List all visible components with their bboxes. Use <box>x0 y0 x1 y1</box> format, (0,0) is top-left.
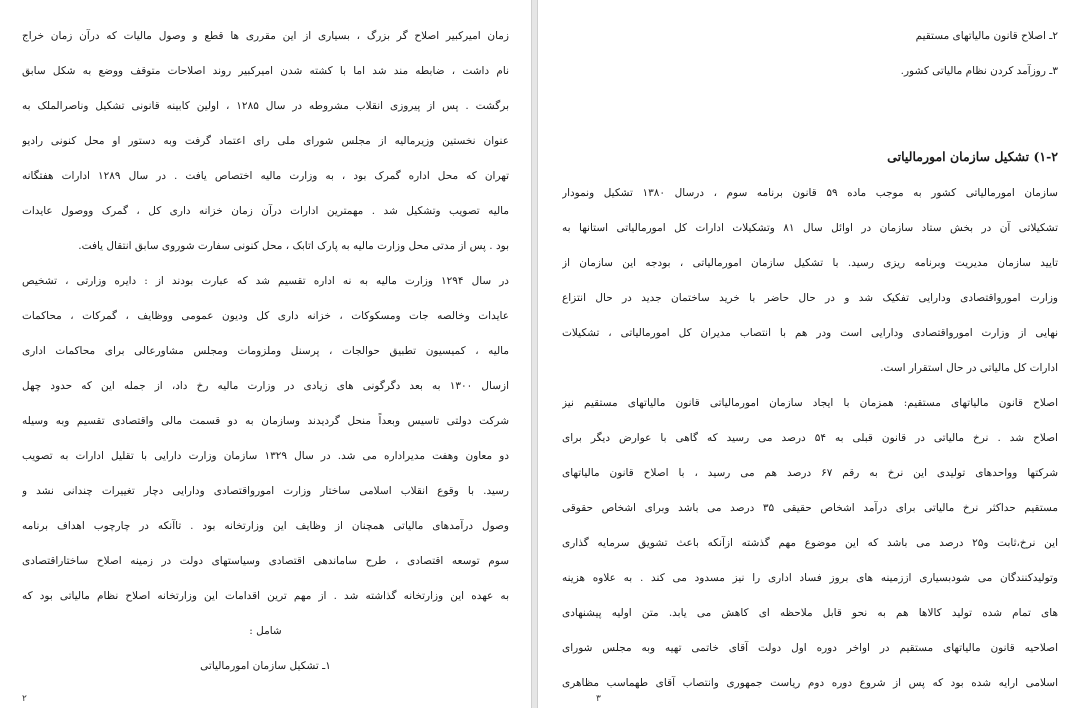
text-line: مستقیم حداکثر نرخ مالیاتی برای درآمد اشخاص حقیقی ۳۵ درصد می باشد وبرای اشخاص حقوقی <box>562 502 1058 514</box>
text-line: نهایی از وزارت امورواقتصادی ودارایی است ودر هم با انتصاب مدیران کل امورمالیاتی ، تشکیلات <box>562 327 1058 339</box>
text-line: به عهده این وزارتخانه گذاشته شد . از مهم ترین اقدامات این وزارتخانه اصلاح نظام مالیاتی بود که <box>22 590 509 602</box>
text-line: مالیه تصویب وتشکیل شد . مهمترین ادارات درآن زمان خزانه داری کل ، گمرک ووصول عایدات <box>22 205 509 217</box>
text-line: شامل : <box>249 625 282 637</box>
text-line: شرکت دولتی تاسیس وبعداً منحل گردیدند وسازمان به دو قسمت مالی واقتصادی تقسیم وبه وسیله <box>22 415 509 427</box>
text-line: در سال ۱۲۹۴ وزارت مالیه به نه اداره تقسیم شد که عبارت بودند از : دایره وزارتی ، تشخیص <box>22 275 509 287</box>
text-line: های تمام شده تولید کالاها هم به نحو قابل ملاحظه ای کاهش می یابد. متن اولیه پیشنهادی <box>562 607 1058 619</box>
text-line: نام داشت ، ضابطه مند شد اما با کشته شدن امیرکبیر روند اصلاحات متوقف ووضع به شکل سابق <box>22 65 509 77</box>
page-number: ۲ <box>22 694 27 704</box>
text-line: شرکتها وواحدهای تولیدی این نرخ به رقم ۶۷ درصد هم می رسید ، با اصلاح قانون مالیاتهای <box>562 467 1058 479</box>
page-right-body <box>562 19 1058 701</box>
text-line: اسلامی ارایه شده بود که پس از شروع دوره دوم ریاست جمهوری وانتصاب آقای طهماسب مظاهری <box>562 677 1058 689</box>
page-left-body <box>22 19 509 684</box>
text-line: این نرخ،ثابت و۲۵ درصد می باشد که این موضوع مهم گذشته ازآنکه باعث تشویق سرمایه گذاری <box>562 537 1058 549</box>
text-line: بود . پس از مدتی محل وزارت مالیه به پارک اتابک ، محل کنونی سفارت شوروی سابق انتقال یافت. <box>78 240 509 252</box>
text-line: اصلاح شد . نرخ مالیاتی در قانون قبلی به ۵۴ درصد می رسید که گاهی با عوارض دیگر برای <box>562 432 1058 444</box>
text-line: ادارات کل مالیاتی در حال استقرار است. <box>880 362 1058 374</box>
page-right <box>537 0 1082 708</box>
text-line: تشکیلاتی آن در بخش ستاد سازمان در اوائل سال ۸۱ وتشکیلات ادارات کل امورمالیاتی استانها به <box>562 222 1058 234</box>
page-number: ۳ <box>596 694 601 704</box>
section-heading: ۱-۲) تشکیل سازمان امورمالیاتی <box>887 149 1058 164</box>
text-line: تهران که محل اداره گمرک بود ، به وزارت مالیه اختصاص یافت . در سال ۱۲۸۹ ادارات هفتگانه <box>22 170 509 182</box>
text-line: تایید سازمان مدیریت وبرنامه ریزی رسید. با تشکیل سازمان امورمالیاتی ، بودجه این سازمان از <box>562 257 1058 269</box>
list-item: ۲ـ اصلاح قانون مالیاتهای مستقیم <box>915 30 1058 42</box>
text-line: اصلاحیه قانون مالیاتهای مستقیم در اواخر دوره اول دولت آقای خاتمی تهیه وبه مجلس شورای <box>562 642 1058 654</box>
text-line: برگشت . پس از پیروزی انقلاب مشروطه در سال ۱۲۸۵ ، اولین کابینه قانونی تشکیل وناصرالملک به <box>22 100 509 112</box>
text-line: ازسال ۱۳۰۰ به بعد دگرگونی های زیادی در وزارت مالیه رخ داد، از جمله این که حدود چهل <box>22 380 509 392</box>
text-line: وزارت امورواقتصادی ودارایی تفکیک شد و در حال حاضر با خرید ساختمان جدید در حال انتزاع <box>562 292 1058 304</box>
text-line: عنوان نخستین وزیرمالیه از مجلس شورای ملی رای اعتماد گرفت وبه دستور او محل کنونی رادیو <box>22 135 509 147</box>
text-line: وصول درآمدهای مالیاتی همچنان از وظایف این وزارتخانه بود . تاآنکه در چارچوب اهداف برنامه <box>22 520 509 532</box>
text-line: سوم توسعه اقتصادی ، طرح ساماندهی اقتصادی وسیاستهای دولت در زمینه اصلاح ساختاراقتصادی <box>22 555 509 567</box>
text-line: سازمان امورمالیاتی کشور به موجب ماده ۵۹ قانون برنامه سوم ، درسال ۱۳۸۰ تشکیل ونمودار <box>562 187 1058 199</box>
page-left <box>0 0 532 708</box>
text-line: وتولیدکنندگان می شودبسیاری اززمینه های بروز فساد اداری را نیز مسدود می کند . به علاوه هزینه <box>562 572 1058 584</box>
list-item: ۳ـ روزآمد کردن نظام مالیاتی کشور. <box>900 65 1058 77</box>
text-line: دو معاون وهفت مدیراداره می شد. در سال ۱۳۲۹ سازمان وزارت دارایی با تقلیل ادارات به تصویب <box>22 450 509 462</box>
text-line: اصلاح قانون مالیاتهای مستقیم: همزمان با ایجاد سازمان امورمالیاتی قانون مالیاتهای مستقیم نیز <box>562 397 1058 409</box>
text-line: رسید. با وقوع انقلاب اسلامی ساختار وزارت امورواقتصادی ودارایی دچار تغییرات چندانی نشد و <box>22 485 509 497</box>
list-item: ۱ـ تشکیل سازمان امورمالیاتی <box>200 660 331 672</box>
text-line: زمان امیرکبیر اصلاح گر بزرگ ، بسیاری از این مقرری ها قطع و وصول مالیات که درآن زمان خراج <box>22 30 509 42</box>
text-line: عایدات وخالصه جات ومسکوکات ، خزانه داری کل ودیون عمومی ووظایف ، گمرکات ، محاکمات <box>22 310 509 322</box>
text-line: مالیه ، کمیسیون تطبیق حوالجات ، پرسنل وملزومات ومجلس مشاورعالی برای محاکمات اداری <box>22 345 509 357</box>
